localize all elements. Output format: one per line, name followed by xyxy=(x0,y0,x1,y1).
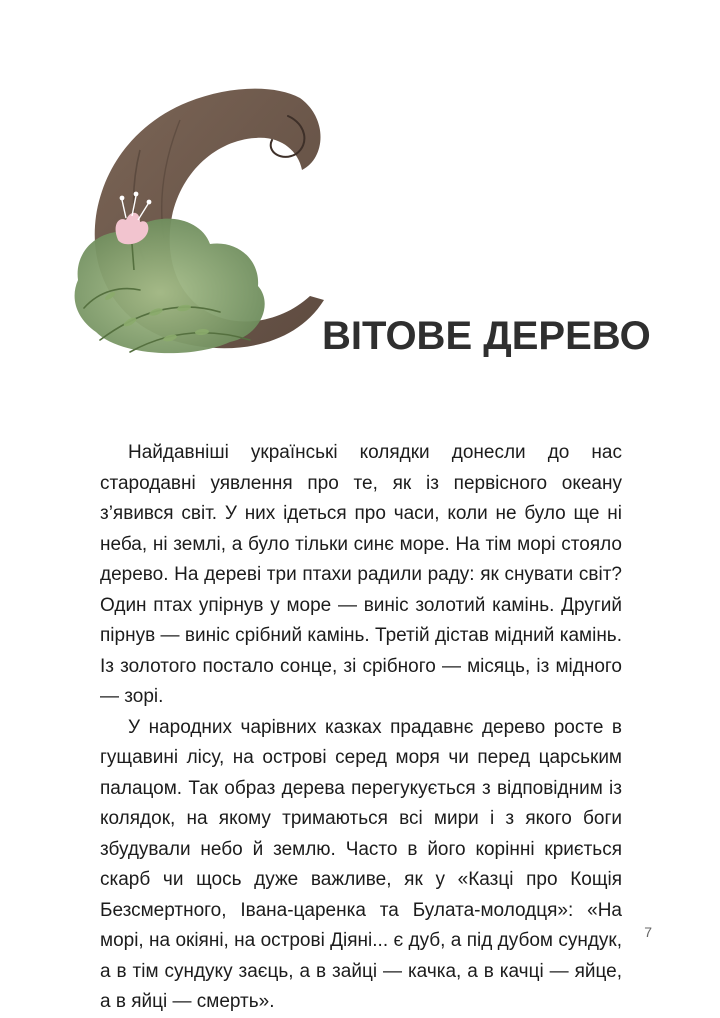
paragraph-2: У народних чарівних казках прадавнє дерево росте в гущавині лісу, на острові серед моря чи перед царським палацом. Так образ дерева перегукується з відповідним із колядок, на якому тримаються всі мири і з якого боги збудували небо й землю. Часто в його корінні криється скарб чи щось дуже важливе, як у «Казці про Кощія Безсмертного, Івана-царенка та Булата-молодця»: «На морі, на окіяні, на острові Діяні... є дуб, а під дубом сундук, а в тім сундуку заєць, а в зайці — качка, а в качці — яйце, а в яйці — смерть». xyxy=(100,716,622,1012)
grass-mound xyxy=(75,219,265,354)
paragraph-1: Найдавніші українські колядки донесли до нас стародавні уявлення про те, як із первісного океану з’явився світ. У них ідеться про часи, коли не було ще ні неба, ні землі, а було тільки синє море. На тім морі стояло дерево. На дереві три птахи радили раду: як снувати світ? Один птах упірнув у море — виніс золотий камінь. Другий пірнув — виніс срібний камінь. Третій дістав мідний камінь. Із золотого постало сонце, зі срібного — місяць, із мідного — зорі. xyxy=(100,442,622,707)
chapter-title xyxy=(322,316,651,356)
page-number: 7 xyxy=(644,924,652,940)
body-text xyxy=(100,438,622,1018)
decorative-dropcap-illustration xyxy=(60,60,340,370)
chapter-title-text: ВІТОВЕ ДЕРЕВО xyxy=(322,314,651,358)
